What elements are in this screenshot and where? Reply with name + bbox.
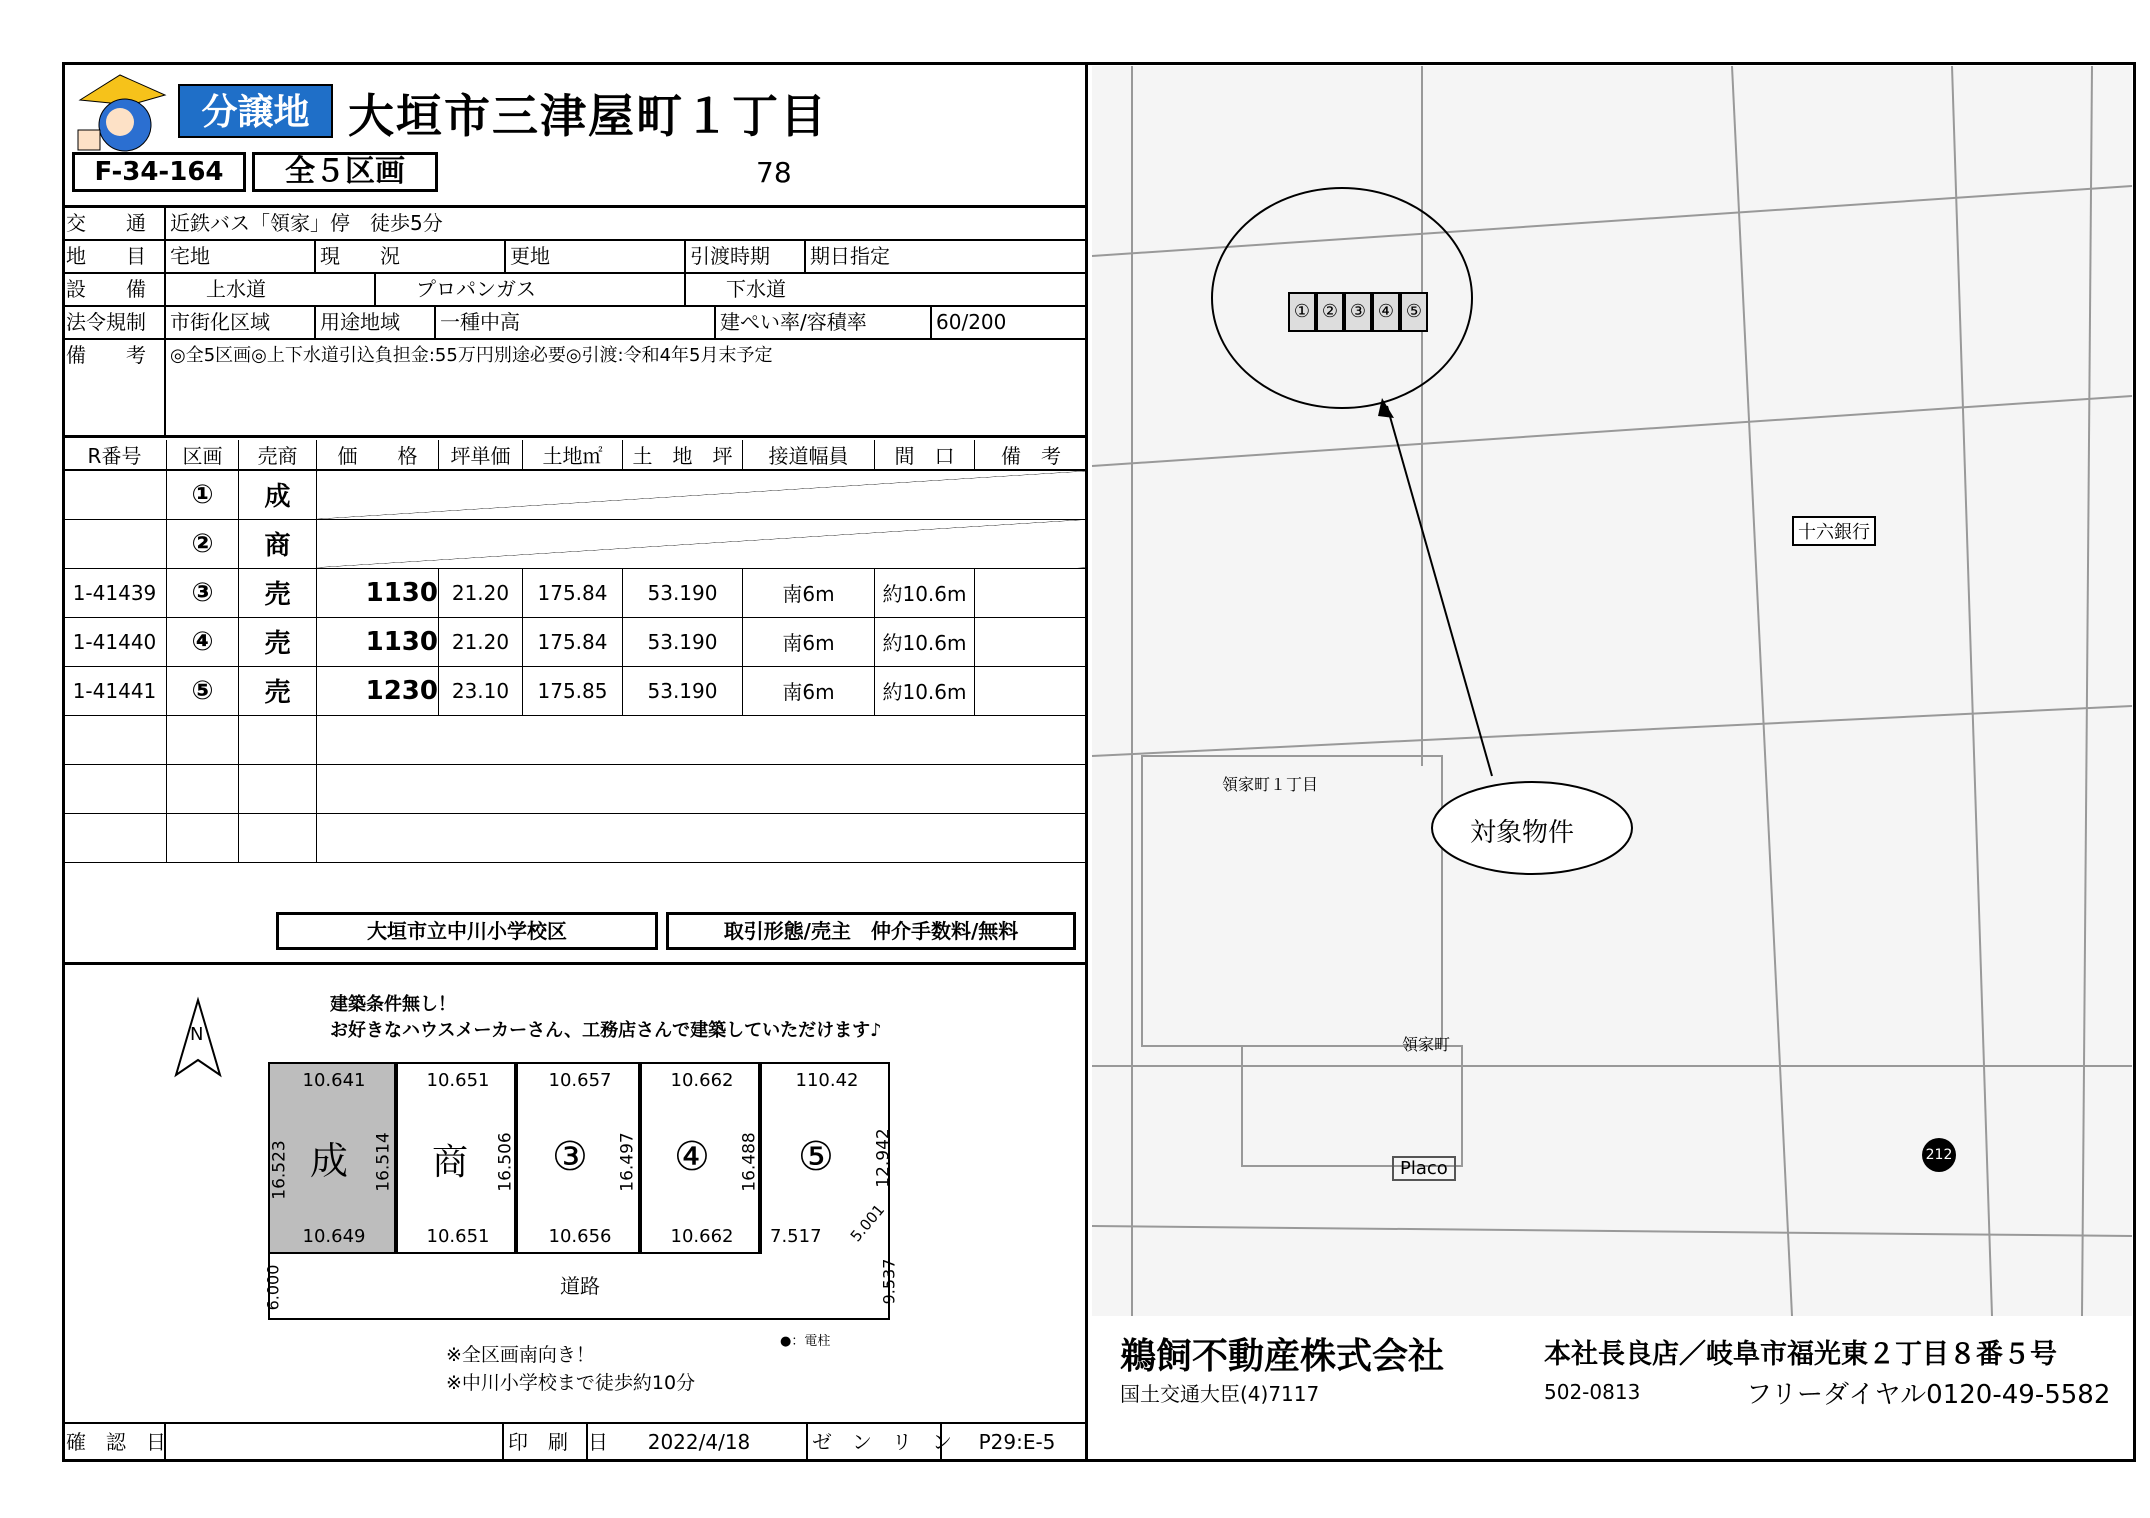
traffic-row: 交 通 近鉄バス「領家」停 徒歩5分 bbox=[62, 208, 1088, 241]
plan-note-1: 建築条件無し！ bbox=[330, 994, 456, 1015]
plot-lot-3: 10.657 ③ 16.497 10.656 bbox=[516, 1062, 640, 1254]
mascot-logo bbox=[70, 70, 170, 160]
land-row: 地 目 宅地 現 況 更地 引渡時期 期日指定 bbox=[62, 241, 1088, 274]
map-lot: ④ bbox=[1372, 292, 1400, 332]
pole-legend: ●：電柱 bbox=[780, 1334, 831, 1349]
footer-row: 確 認 日 印 刷 日 2022/4/18 ゼ ン リ ン P29:E-5 bbox=[62, 1422, 1088, 1462]
map-lot: ① bbox=[1288, 292, 1316, 332]
company-block bbox=[1092, 1318, 2132, 1430]
phone-number: フリーダイヤル0120-49-5582 bbox=[1746, 1380, 2111, 1410]
law-row: 法令規制 市街化区域 用途地域 一種中高 建ぺい率/容積率 60/200 bbox=[62, 307, 1088, 340]
parking-label: Placo bbox=[1392, 1156, 1456, 1181]
plot-lot-5: 110.42 ⑤ 12.942 7.517 5.001 bbox=[760, 1062, 890, 1254]
table-row: 1-41440 ④ 売 1130 21.20 175.84 53.190 南6m 約10.6m bbox=[63, 617, 1088, 666]
lots-table bbox=[62, 440, 1088, 863]
lot-count: 全５区画 bbox=[252, 152, 438, 192]
target-label: 対象物件 bbox=[1470, 818, 1575, 848]
map-lot: ⑤ bbox=[1400, 292, 1428, 332]
plan-note-2: お好きなハウスメーカーさん、工務店さんで建築していただけます♪ bbox=[330, 1020, 882, 1041]
route-sign: 212 bbox=[1922, 1138, 1956, 1172]
table-row: 1-41439 ③ 売 1130 21.20 175.84 53.190 南6m 約10.6m bbox=[63, 568, 1088, 617]
branch-address: 本社長良店／岐阜市福光東２丁目８番５号 bbox=[1544, 1339, 2057, 1370]
map-drawing bbox=[1092, 66, 2132, 1316]
map-lot: ② bbox=[1316, 292, 1344, 332]
plot-plan bbox=[263, 1062, 899, 1322]
property-number: 78 bbox=[756, 156, 792, 189]
property-code: F-34-164 bbox=[72, 152, 246, 192]
sale-badge: 分譲地 bbox=[178, 84, 333, 138]
block-label: 領家町 bbox=[1402, 1035, 1451, 1054]
plot-lot-1: 10.641 成 16.523 16.514 10.649 bbox=[268, 1062, 396, 1254]
note-value: ◎全5区画◎上下水道引込負担金:55万円別途必要◎引渡:令和4年5月末予定 bbox=[170, 345, 773, 366]
compass-icon bbox=[168, 1000, 228, 1084]
table-row: 1-41441 ⑤ 売 1230 23.10 175.85 53.190 南6m 約10.6m bbox=[63, 666, 1088, 715]
company-name: 鵜飼不動産株式会社 bbox=[1120, 1336, 1445, 1377]
deal-terms: 取引形態/売主 仲介手数料/無料 bbox=[666, 912, 1076, 950]
road: 道路 6.000 9.537 bbox=[268, 1254, 890, 1320]
school-district: 大垣市立中川小学校区 bbox=[276, 912, 658, 950]
bank-label: 十六銀行 bbox=[1792, 516, 1876, 546]
location-map bbox=[1092, 66, 2132, 1316]
table-row: ② 商 bbox=[63, 519, 1088, 568]
plot-lot-2: 10.651 商 16.506 10.651 bbox=[396, 1062, 516, 1254]
traffic-value: 近鉄バス「領家」停 徒歩5分 bbox=[170, 211, 443, 235]
page-title: 大垣市三津屋町１丁目 bbox=[348, 89, 828, 143]
svg-text:N: N bbox=[190, 1024, 204, 1045]
zip-code: 502-0813 bbox=[1544, 1380, 1641, 1404]
facility-row: 設 備 上水道 プロパンガス 下水道 bbox=[62, 274, 1088, 307]
table-header: R番号 区画 売商 価 格 坪単価 土地㎡ 土 地 坪 接道幅員 間 口 備 考 bbox=[63, 440, 1088, 470]
footnote-2: ※中川小学校まで徒歩約10分 bbox=[446, 1372, 696, 1394]
block-label: 領家町１丁目 bbox=[1222, 775, 1319, 794]
company-license: 国土交通大臣(4)7117 bbox=[1120, 1382, 1320, 1406]
plot-lot-4: 10.662 ④ 16.488 10.662 bbox=[640, 1062, 760, 1254]
note-row: 備 考 ◎全5区画◎上下水道引込負担金:55万円別途必要◎引渡:令和4年5月末予定 bbox=[62, 340, 1088, 438]
map-lot: ③ bbox=[1344, 292, 1372, 332]
table-row: ① 成 bbox=[63, 470, 1088, 519]
footnote-1: ※全区画南向き！ bbox=[446, 1344, 595, 1366]
